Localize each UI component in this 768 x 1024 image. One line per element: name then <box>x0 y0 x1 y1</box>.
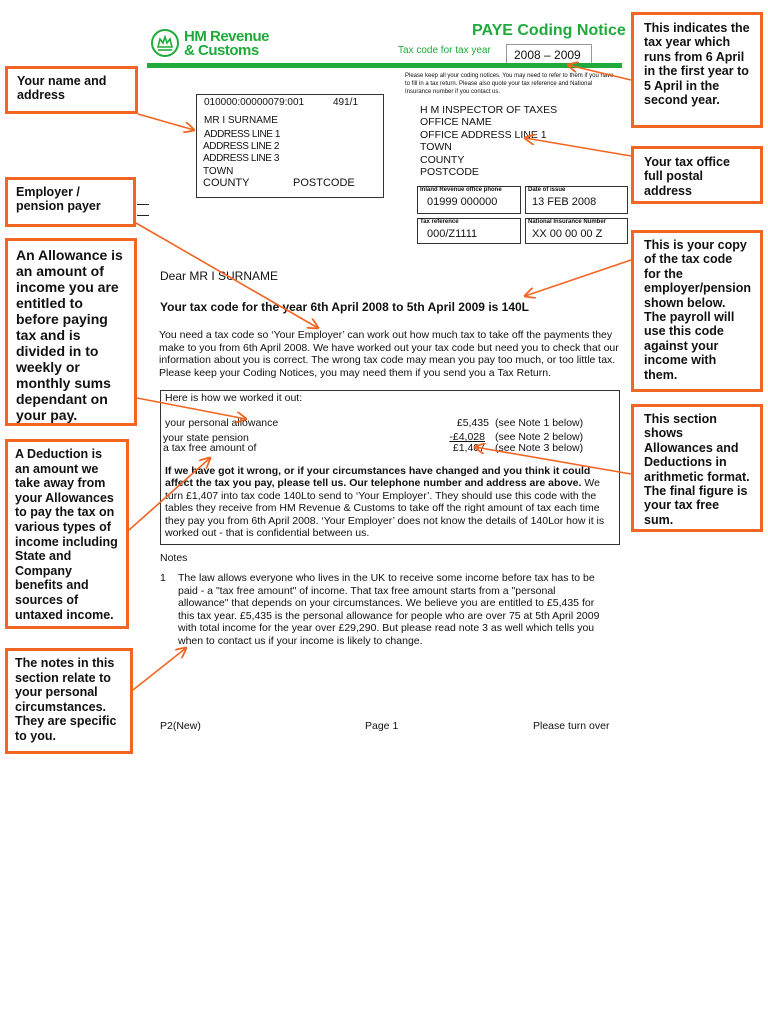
office-phone-value: 01999 000000 <box>427 196 498 208</box>
hmrc-logo <box>150 28 275 60</box>
callout-deduction <box>5 439 129 629</box>
employer-marker-2 <box>137 215 149 216</box>
arrow-notes <box>133 648 186 690</box>
callout-tax-office <box>631 146 763 204</box>
tax-office-line5: COUNTY <box>420 153 465 166</box>
letter-greeting: Dear MR I SURNAME <box>160 269 279 283</box>
tax-reference-label: Tax reference <box>420 219 459 225</box>
office-phone-box <box>417 186 521 214</box>
recipient-ref-suffix: 491/1 <box>333 97 359 108</box>
crown-crest-icon <box>150 28 180 58</box>
recipient-address2: ADDRESS LINE 2 <box>203 141 280 152</box>
calc-heading: Here is how we worked it out: <box>165 392 303 404</box>
footer-turn-over: Please turn over <box>533 720 610 732</box>
callout-tax-office-text: Your tax office full postal address <box>644 155 730 198</box>
tax-office-line3: OFFICE ADDRESS LINE 1 <box>420 128 547 141</box>
recipient-postcode: POSTCODE <box>293 177 355 189</box>
recipient-town: TOWN <box>203 166 234 177</box>
calc-row-label: a tax free amount of <box>163 442 257 454</box>
callout-deduction-text: A Deduction is an amount we take away from your Allowances to pay the tax on various types of income including State and Company benefits and sources of untaxed income. <box>15 447 118 622</box>
letter-intro: You need a tax code so ‘Your Employer’ can work out how much tax to take off the payments they make to you from 6th April 2008. We have worked out your tax code but need you to check that our information about you is correct. The wrong tax code may mean you pay too much, or too little tax. Please keep your Coding Notices, you may need them if you send you a Tax Return. <box>159 329 619 379</box>
logo-text-line1: HM Revenue <box>184 28 270 45</box>
callout-allowances-section <box>631 404 763 532</box>
recipient-name: MR I SURNAME <box>204 115 278 126</box>
date-of-issue-label: Date of issue <box>528 187 566 193</box>
calc-row <box>165 417 605 430</box>
page-title: PAYE Coding Notice <box>472 22 626 39</box>
logo-text-line2: & Customs <box>184 42 259 59</box>
callout-copy-code-text: This is your copy of the tax code for the employer/pension shown below. The payroll will use this code against your income with them. <box>644 238 751 382</box>
tax-office-line4: TOWN <box>420 141 452 154</box>
callout-allowance <box>5 238 137 426</box>
tax-office-address <box>420 104 600 178</box>
arrow-name-address <box>138 114 194 130</box>
note-text: The law allows everyone who lives in the UK to receive some income before tax has to be paid - a "tax free amount" of income. That tax free amount starts from a "personal allowance" that depends on your circumstances. We believe you are entitled to £5,435 for this tax year. £5,435 is the personal allowance for people who are over 75 at 5th April 2009 with total income for the year over £29,290. But please read note 3 as well which tells you when to contact us if your income is likely to change. <box>178 572 600 647</box>
callout-allowances-section-text: This section shows Allowances and Deductions in arithmetic format. The final figure is your tax free sum. <box>644 412 750 527</box>
calc-row-amount: -£4,028 <box>449 431 485 443</box>
callout-employer <box>5 177 136 227</box>
office-phone-label: Inland Revenue office phone <box>420 187 502 193</box>
recipient-address1: ADDRESS LINE 1 <box>204 129 281 140</box>
calc-row-amount: £1,407 <box>452 442 485 454</box>
calc-row-amount: £5,435 <box>456 417 489 429</box>
calc-row-note: (see Note 2 below) <box>495 431 584 443</box>
callout-tax-year <box>631 12 763 128</box>
date-of-issue-box <box>525 186 628 214</box>
recipient-address-box <box>196 94 384 198</box>
calc-explanation <box>165 465 611 539</box>
calc-row <box>161 442 605 455</box>
ni-number-value: XX 00 00 00 Z <box>532 228 603 240</box>
tax-year-label: Tax code for tax year <box>398 45 491 56</box>
employer-marker-1 <box>137 204 149 205</box>
callout-employer-text: Employer / pension payer <box>16 185 101 214</box>
header-rule <box>147 63 622 68</box>
footer-page-number: Page 1 <box>365 720 399 732</box>
calc-row-label: your state pension <box>163 432 249 444</box>
arrow-copy-code <box>525 260 631 296</box>
callout-name-address <box>5 66 138 114</box>
callout-tax-year-text: This indicates the tax year which runs from 6 April in the first year to 5 April in the second year. <box>644 21 750 108</box>
calc-explanation-bold: If we have got it wrong, or if your circumstances have changed and you think it could affect the tax you pay, please tell us. Our telephone number and address are above. <box>165 465 591 490</box>
recipient-ref: 010000:00000079:001 <box>204 97 305 108</box>
tax-office-line1: H M INSPECTOR OF TAXES <box>420 104 558 116</box>
callout-name-address-text: Your name and address <box>17 74 107 103</box>
tax-year-value: 2008 – 2009 <box>514 48 581 62</box>
recipient-county: COUNTY <box>203 177 250 189</box>
callout-allowance-text: An Allowance is an amount of income you are entitled to before paying tax and is divided in to weekly or monthly sums dependant on your pay. <box>16 247 123 423</box>
letter-headline: Your tax code for the year 6th April 2008 to 5th April 2009 is 140L <box>160 300 530 314</box>
ni-number-label: National Insurance Number <box>528 219 607 225</box>
tax-office-line2: OFFICE NAME <box>420 116 492 129</box>
calc-row-label: your personal allowance <box>165 417 279 429</box>
tax-office-line6: POSTCODE <box>420 166 479 179</box>
tax-reference-value: 000/Z1111 <box>427 228 478 240</box>
callout-notes-text: The notes in this section relate to your personal circumstances. They are specific to you. <box>15 656 117 743</box>
calc-row-note: (see Note 1 below) <box>495 417 584 429</box>
footer-form-id: P2(New) <box>160 720 201 732</box>
calc-row-note: (see Note 3 below) <box>495 442 584 454</box>
notes-heading: Notes <box>160 552 188 564</box>
calculation-box <box>160 390 620 545</box>
note-number: 1 <box>160 572 166 584</box>
callout-notes <box>5 648 133 754</box>
ni-number-box <box>525 218 628 244</box>
tax-reference-box <box>417 218 521 244</box>
callout-copy-code <box>631 230 763 392</box>
recipient-address3: ADDRESS LINE 3 <box>203 153 280 164</box>
notice-instructions: Please keep all your coding notices. You may need to refer to them if you have to fill in a tax return. Please also quote your tax reference and National Insurance number if you contact us. <box>405 73 614 95</box>
calc-explanation-text: We turn £1,407 into tax code 140Lto send to ‘Your Employer’. They should use this code with the tables they receive from HM Revenue & Customs to take off the right amount of tax each time they pay you from 6th April 2008. ‘Your Employer’ does not know the details of 140Lor how it is worked out - that is confidential between us. <box>165 477 605 540</box>
date-of-issue-value: 13 FEB 2008 <box>532 196 597 208</box>
